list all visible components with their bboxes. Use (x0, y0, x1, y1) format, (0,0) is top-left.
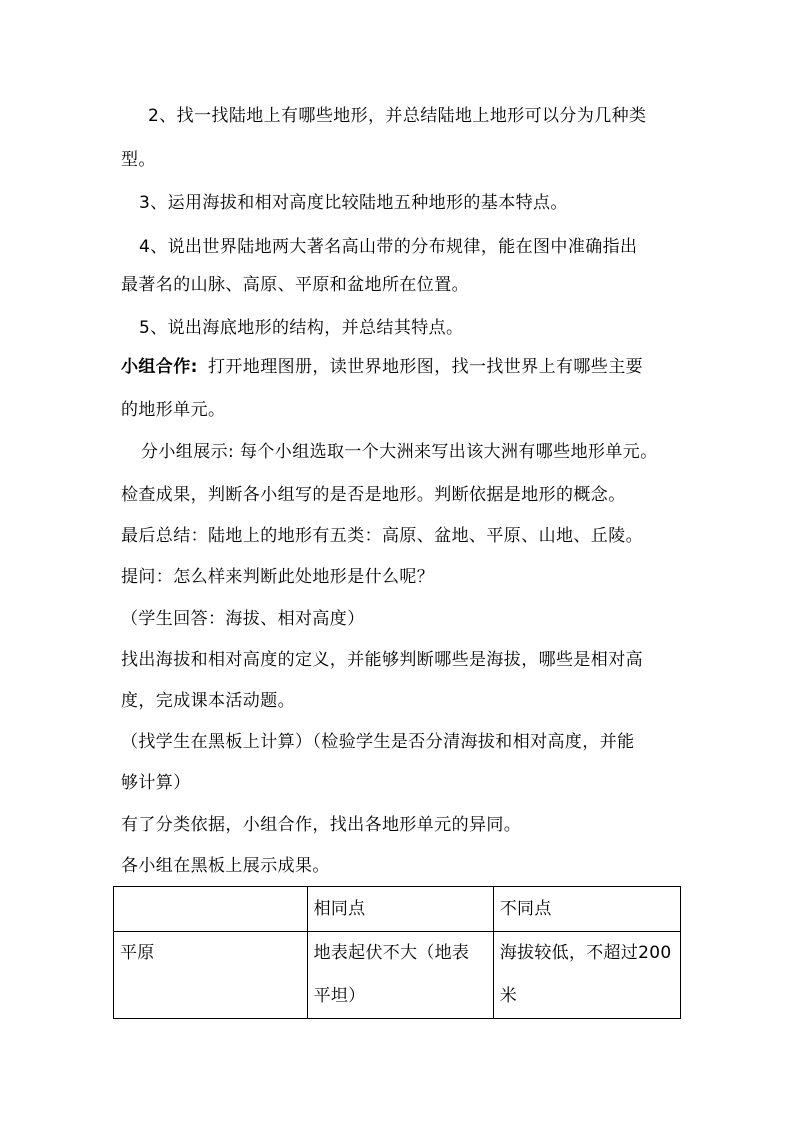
text-line-9: 每个小组选取一个大洲来写出该大洲有哪些地形单元。 (240, 442, 658, 462)
text-line-7: 打开地理图册，读世界地形图，找一找世界上有哪些主要 (208, 357, 643, 377)
text-line-16: （找学生在黑板上计算）（检验学生是否分清海拔和相对高度，并能 (121, 732, 635, 752)
text-line-6: 5、说出海底地形的结构，并总结其特点。 (139, 318, 464, 338)
text-line-17: 够计算） (121, 773, 191, 793)
text-line-4: 4、说出世界陆地两大著名高山带的分布规律，能在图中准确指出 (139, 237, 638, 257)
differences-line-1: 海拔较低，不超过200 (499, 943, 672, 963)
table-cell-landform (114, 932, 308, 1019)
similarities-line-2: 平坦） (313, 986, 366, 1006)
text-line-13: （学生回答：海拔、相对高度） (121, 609, 365, 629)
text-line-15: 度，完成课本活动题。 (121, 691, 295, 711)
table-row (114, 932, 681, 1019)
text-line-1: 2、找一找陆地上有哪些地形，并总结陆地上地形可以分为几种类 (148, 106, 647, 126)
text-line-10: 检查成果，判断各小组写的是否是地形。判断依据是地形的概念。 (121, 485, 626, 505)
table-header-row (114, 887, 681, 932)
table-cell-similarities (307, 932, 493, 1019)
text-line-8: 的地形单元。 (121, 400, 226, 420)
text-line-11: 最后总结：陆地上的地形有五类：高原、盆地、平原、山地、丘陵。 (121, 526, 643, 546)
text-line-12: 提问：怎么样来判断此处地形是什么呢？ (121, 567, 435, 587)
similarities-line-1: 地表起伏不大（地表 (313, 943, 470, 963)
text-line-5: 最著名的山脉、高原、平原和盆地所在位置。 (121, 275, 469, 295)
landform-name: 平原 (120, 943, 155, 963)
text-line-18: 有了分类依据，小组合作，找出各地形单元的异同。 (121, 815, 522, 835)
table-header-differences: 不同点 (493, 887, 680, 932)
differences-line-2: 米 (499, 986, 518, 1006)
text-line-2: 型。 (121, 150, 156, 170)
table-header-cell-empty (114, 887, 308, 932)
text-line-3: 3、运用海拔和相对高度比较陆地五种地形的基本特点。 (139, 193, 568, 213)
landform-comparison-table (113, 886, 681, 1019)
table-cell-differences (493, 932, 680, 1019)
group-display-label: 分小组展示: (141, 442, 235, 462)
text-line-14: 找出海拔和相对高度的定义，并能够判断哪些是海拔，哪些是相对高 (121, 650, 643, 670)
group-cooperation-label: 小组合作: (121, 357, 198, 377)
text-line-19: 各小组在黑板上展示成果。 (121, 856, 330, 876)
table-header-similarities: 相同点 (307, 887, 493, 932)
